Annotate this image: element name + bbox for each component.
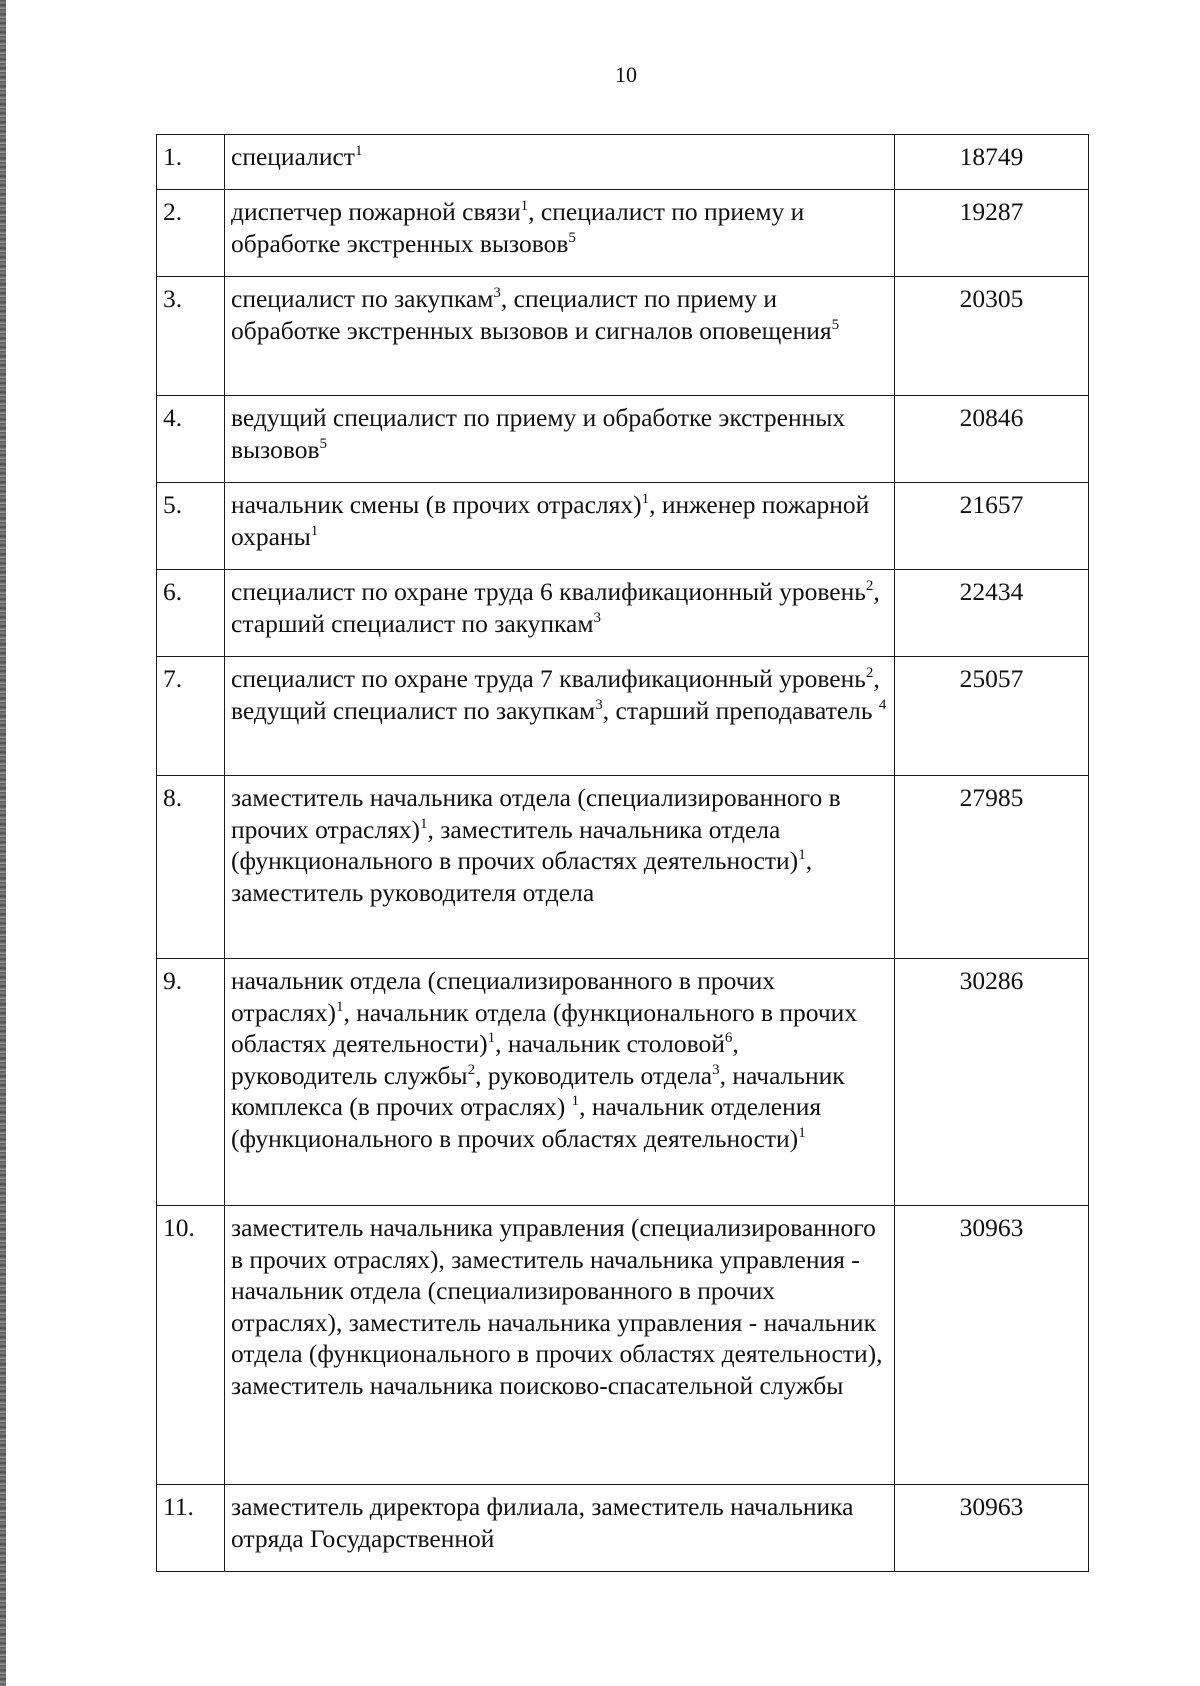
salary-value: 18749	[895, 135, 1089, 190]
row-number: 4.	[157, 396, 225, 483]
footnote-marker: 3	[493, 285, 501, 301]
position-text: заместитель директора филиала, заместитель начальника отряда Государственной	[231, 1492, 854, 1553]
row-number: 7.	[157, 657, 225, 776]
row-number: 2.	[157, 190, 225, 277]
position-text: , руководитель службы	[231, 1029, 739, 1090]
table-row	[157, 396, 1089, 483]
table-row	[157, 277, 1089, 396]
table-row	[157, 1485, 1089, 1572]
row-number: 6.	[157, 570, 225, 657]
row-number: 5.	[157, 483, 225, 570]
footnote-marker: 1	[335, 998, 344, 1015]
position-text: ведущий специалист по приему и обработке экстренных вызовов	[231, 403, 846, 464]
position-text: , специалист по приему и обработке экстренных вызовов и сигналов оповещения	[231, 284, 832, 345]
row-number: 1.	[157, 135, 225, 190]
position-title	[225, 570, 895, 657]
position-text: , старший преподаватель	[602, 695, 879, 725]
footnote-marker: 1	[798, 847, 806, 863]
position-text: , руководитель отдела	[475, 1060, 713, 1090]
scan-edge	[0, 0, 6, 1686]
footnote-marker: 1	[641, 491, 650, 507]
salary-value: 27985	[895, 776, 1089, 959]
footnote-marker: 5	[831, 316, 840, 333]
salary-value: 30286	[895, 959, 1089, 1206]
position-text: , ведущий специалист по закупкам	[231, 664, 880, 725]
table-row	[157, 570, 1089, 657]
footnote-marker: 1	[520, 198, 529, 214]
footnote-marker: 1	[487, 1030, 496, 1046]
position-text: специалист по охране труда 6 квалификационный уровень	[231, 577, 866, 606]
position-text: заместитель начальника управления (специализированного в прочих отраслях), заместитель начальника управления - начальник отдела (специализированного в прочих отраслях), заместитель начальника управления - начальник отдела (функционального в прочих областях деятельности), заместитель начальника поисково-спасательной службы	[231, 1213, 883, 1400]
footnote-marker: 2	[467, 1061, 476, 1078]
position-text: заместитель начальника отдела (специализированного в прочих отраслях)	[231, 783, 841, 844]
footnote-marker: 1	[354, 143, 363, 159]
row-number: 3.	[157, 277, 225, 396]
footnote-marker: 3	[595, 696, 603, 713]
row-number: 9.	[157, 959, 225, 1206]
position-text: начальник отдела (специализированного в прочих отраслях)	[231, 966, 775, 1027]
position-text: , заместитель руководителя отдела	[231, 846, 813, 907]
position-text: специалист по охране труда 7 квалификационный уровень	[231, 664, 866, 693]
salary-value: 20846	[895, 396, 1089, 483]
salary-value: 30963	[895, 1206, 1089, 1485]
position-title	[225, 959, 895, 1206]
footnote-marker: 2	[865, 578, 874, 594]
table-row	[157, 776, 1089, 959]
salary-value: 21657	[895, 483, 1089, 570]
position-text: , начальник отдела (функционального в прочих областях деятельности)	[231, 997, 858, 1058]
footnote-marker: 1	[310, 522, 319, 539]
footnote-marker: 1	[571, 1093, 580, 1109]
position-text: , начальник столовой	[495, 1029, 725, 1058]
position-title	[225, 190, 895, 277]
salary-table	[156, 134, 1089, 1572]
salary-value: 20305	[895, 277, 1089, 396]
footnote-marker: 1	[420, 815, 428, 832]
row-number: 8.	[157, 776, 225, 959]
table-row	[157, 959, 1089, 1206]
position-title	[225, 135, 895, 190]
page-number: 10	[615, 62, 637, 87]
footnote-marker: 4	[878, 696, 887, 713]
position-title	[225, 776, 895, 959]
footnote-marker: 1	[798, 1124, 806, 1141]
table-row	[157, 190, 1089, 277]
table-row	[157, 135, 1089, 190]
position-text: , инженер пожарной охраны	[231, 490, 870, 551]
position-title	[225, 277, 895, 396]
position-title	[225, 1206, 895, 1485]
position-text: , специалист по приему и обработке экстренных вызовов	[231, 197, 805, 258]
position-text: , старший специалист по закупкам	[231, 577, 880, 638]
position-text: , начальник отделения (функционального в прочих областях деятельности)	[231, 1092, 822, 1153]
position-text: начальник смены (в прочих отраслях)	[231, 490, 642, 519]
table-row	[157, 1206, 1089, 1485]
position-text: диспетчер пожарной связи	[231, 197, 521, 226]
footnote-marker: 3	[712, 1061, 720, 1078]
position-title	[225, 1485, 895, 1572]
position-title	[225, 657, 895, 776]
position-title	[225, 483, 895, 570]
salary-value: 19287	[895, 190, 1089, 277]
footnote-marker: 3	[593, 609, 602, 626]
salary-value: 22434	[895, 570, 1089, 657]
table-row	[157, 483, 1089, 570]
salary-value: 30963	[895, 1485, 1089, 1572]
row-number: 11.	[157, 1485, 225, 1572]
position-text: специалист по закупкам	[231, 284, 494, 313]
footnote-marker: 5	[568, 229, 576, 246]
table-row	[157, 657, 1089, 776]
position-text: , заместитель начальника отдела (функционального в прочих областях деятельности)	[231, 814, 799, 875]
footnote-marker: 5	[319, 435, 328, 452]
footnote-marker: 6	[724, 1030, 733, 1046]
position-title	[225, 396, 895, 483]
position-text: , начальник комплекса (в прочих отраслях)	[231, 1060, 845, 1121]
position-text: специалист	[231, 142, 355, 171]
footnote-marker: 2	[865, 665, 874, 681]
salary-value: 25057	[895, 657, 1089, 776]
row-number: 10.	[157, 1206, 225, 1485]
